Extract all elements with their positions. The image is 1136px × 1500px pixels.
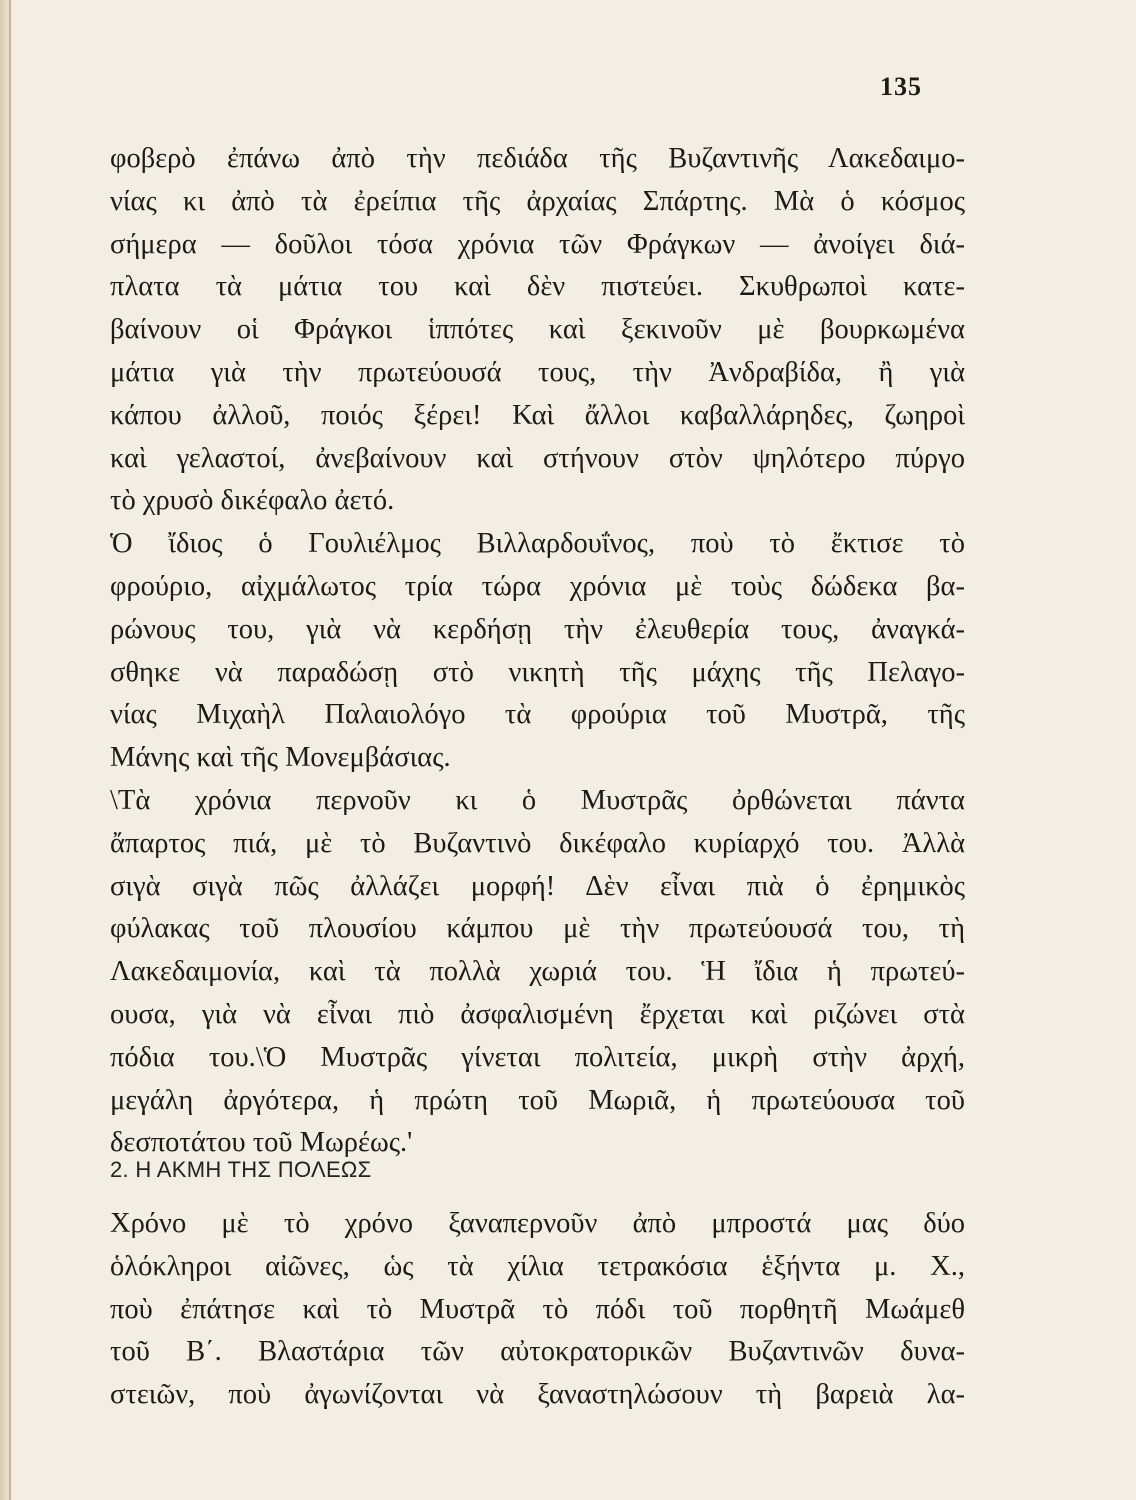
section-heading: 2. Η ΑΚΜΗ ΤΗΣ ΠΟΛΕΩΣ [110, 1157, 372, 1182]
text-line: πόδια του.\Ὁ Μυστρᾶς γίνεται πολιτεία, μικρὴ στὴν ἀρχή, [110, 1041, 965, 1073]
text-line: Λακεδαιμονία, καὶ τὰ πολλὰ χωριά του. Ἡ ἴδια ἡ πρωτεύ- [110, 956, 965, 988]
text-line: \Τὰ χρόνια περνοῦν κι ὁ Μυστρᾶς ὀρθώνεται πάντα [110, 784, 965, 816]
text-line: Ὁ ἴδιος ὁ Γουλιέλμος Βιλλαρδουΐνος, ποὺ τὸ ἔκτισε τὸ [110, 528, 965, 560]
text-line: ρώνους του, γιὰ νὰ κερδήσῃ τὴν ἐλευθερία τους, ἀναγκά- [110, 613, 965, 645]
text-line: δεσποτάτου τοῦ Μωρέως.' [110, 1127, 413, 1159]
page-binding-line [9, 0, 11, 1500]
text-line: τὸ χρυσὸ δικέφαλο ἀετό. [110, 485, 395, 517]
text-line: φοβερὸ ἐπάνω ἀπὸ τὴν πεδιάδα τῆς Βυζαντινῆς Λακεδαιμο- [110, 143, 965, 174]
text-line: νίας κι ἀπὸ τὰ ἐρείπια τῆς ἀρχαίας Σπάρτης. Μὰ ὁ κόσμος [110, 185, 965, 217]
text-line: σήμερα — δοῦλοι τόσα χρόνια τῶν Φράγκων — ἀνοίγει διά- [110, 228, 965, 260]
text-line: ὁλόκληροι αἰῶνες, ὡς τὰ χίλια τετρακόσια ἑξήντα μ. Χ., [110, 1250, 965, 1282]
text-line: νίας Μιχαὴλ Παλαιολόγο τὰ φρούρια τοῦ Μυστρᾶ, τῆς [110, 699, 965, 731]
text-line: Μάνης καὶ τῆς Μονεμβάσιας. [110, 742, 451, 774]
text-line: καὶ γελαστοί, ἀνεβαίνουν καὶ στήνουν στὸν ψηλότερο πύργο [110, 442, 965, 474]
text-line: σιγὰ σιγὰ πῶς ἀλλάζει μορφή! Δὲν εἶναι πιὰ ὁ ἐρημικὸς [110, 870, 965, 902]
text-line: ἄπαρτος πιά, μὲ τὸ Βυζαντινὸ δικέφαλο κυρίαρχό του. Ἀλλὰ [110, 827, 965, 859]
page-number: 135 [880, 72, 922, 101]
text-line: βαίνουν οἱ Φράγκοι ἱππότες καὶ ξεκινοῦν μὲ βουρκωμένα [110, 314, 965, 346]
body-text-block-2 [110, 1203, 965, 1417]
text-line: φύλακας τοῦ πλουσίου κάμπου μὲ τὴν πρωτεύουσά του, τὴ [110, 913, 965, 945]
text-line: στειῶν, ποὺ ἀγωνίζονται νὰ ξαναστηλώσουν τὴ βαρειὰ λα- [110, 1379, 965, 1411]
text-line: κάπου ἀλλοῦ, ποιός ξέρει! Καὶ ἄλλοι καβαλλάρηδες, ζωηροὶ [110, 399, 965, 431]
text-line: τοῦ Β΄. Βλαστάρια τῶν αὐτοκρατορικῶν Βυζαντινῶν δυνα- [110, 1336, 965, 1368]
text-line: ποὺ ἐπάτησε καὶ τὸ Μυστρᾶ τὸ πόδι τοῦ πορθητῆ Μωάμεθ [110, 1293, 965, 1325]
body-text-block-1 [110, 138, 965, 1165]
text-line: πλατα τὰ μάτια του καὶ δὲν πιστεύει. Σκυθρωποὶ κατε- [110, 271, 965, 303]
text-line: μεγάλη ἀργότερα, ἡ πρώτη τοῦ Μωριᾶ, ἡ πρωτεύουσα τοῦ [110, 1084, 965, 1116]
text-line: ουσα, γιὰ νὰ εἶναι πιὸ ἀσφαλισμένη ἔρχεται καὶ ριζώνει στὰ [110, 998, 965, 1030]
text-line: Χρόνο μὲ τὸ χρόνο ξαναπερνοῦν ἀπὸ μπροστά μας δύο [110, 1208, 965, 1239]
text-line: σθηκε νὰ παραδώσῃ στὸ νικητὴ τῆς μάχης τῆς Πελαγο- [110, 656, 965, 688]
text-line: φρούριο, αἰχμάλωτος τρία τώρα χρόνια μὲ τοὺς δώδεκα βα- [110, 570, 965, 602]
text-line: μάτια γιὰ τὴν πρωτεύουσά τους, τὴν Ἀνδραβίδα, ἢ γιὰ [110, 356, 965, 388]
